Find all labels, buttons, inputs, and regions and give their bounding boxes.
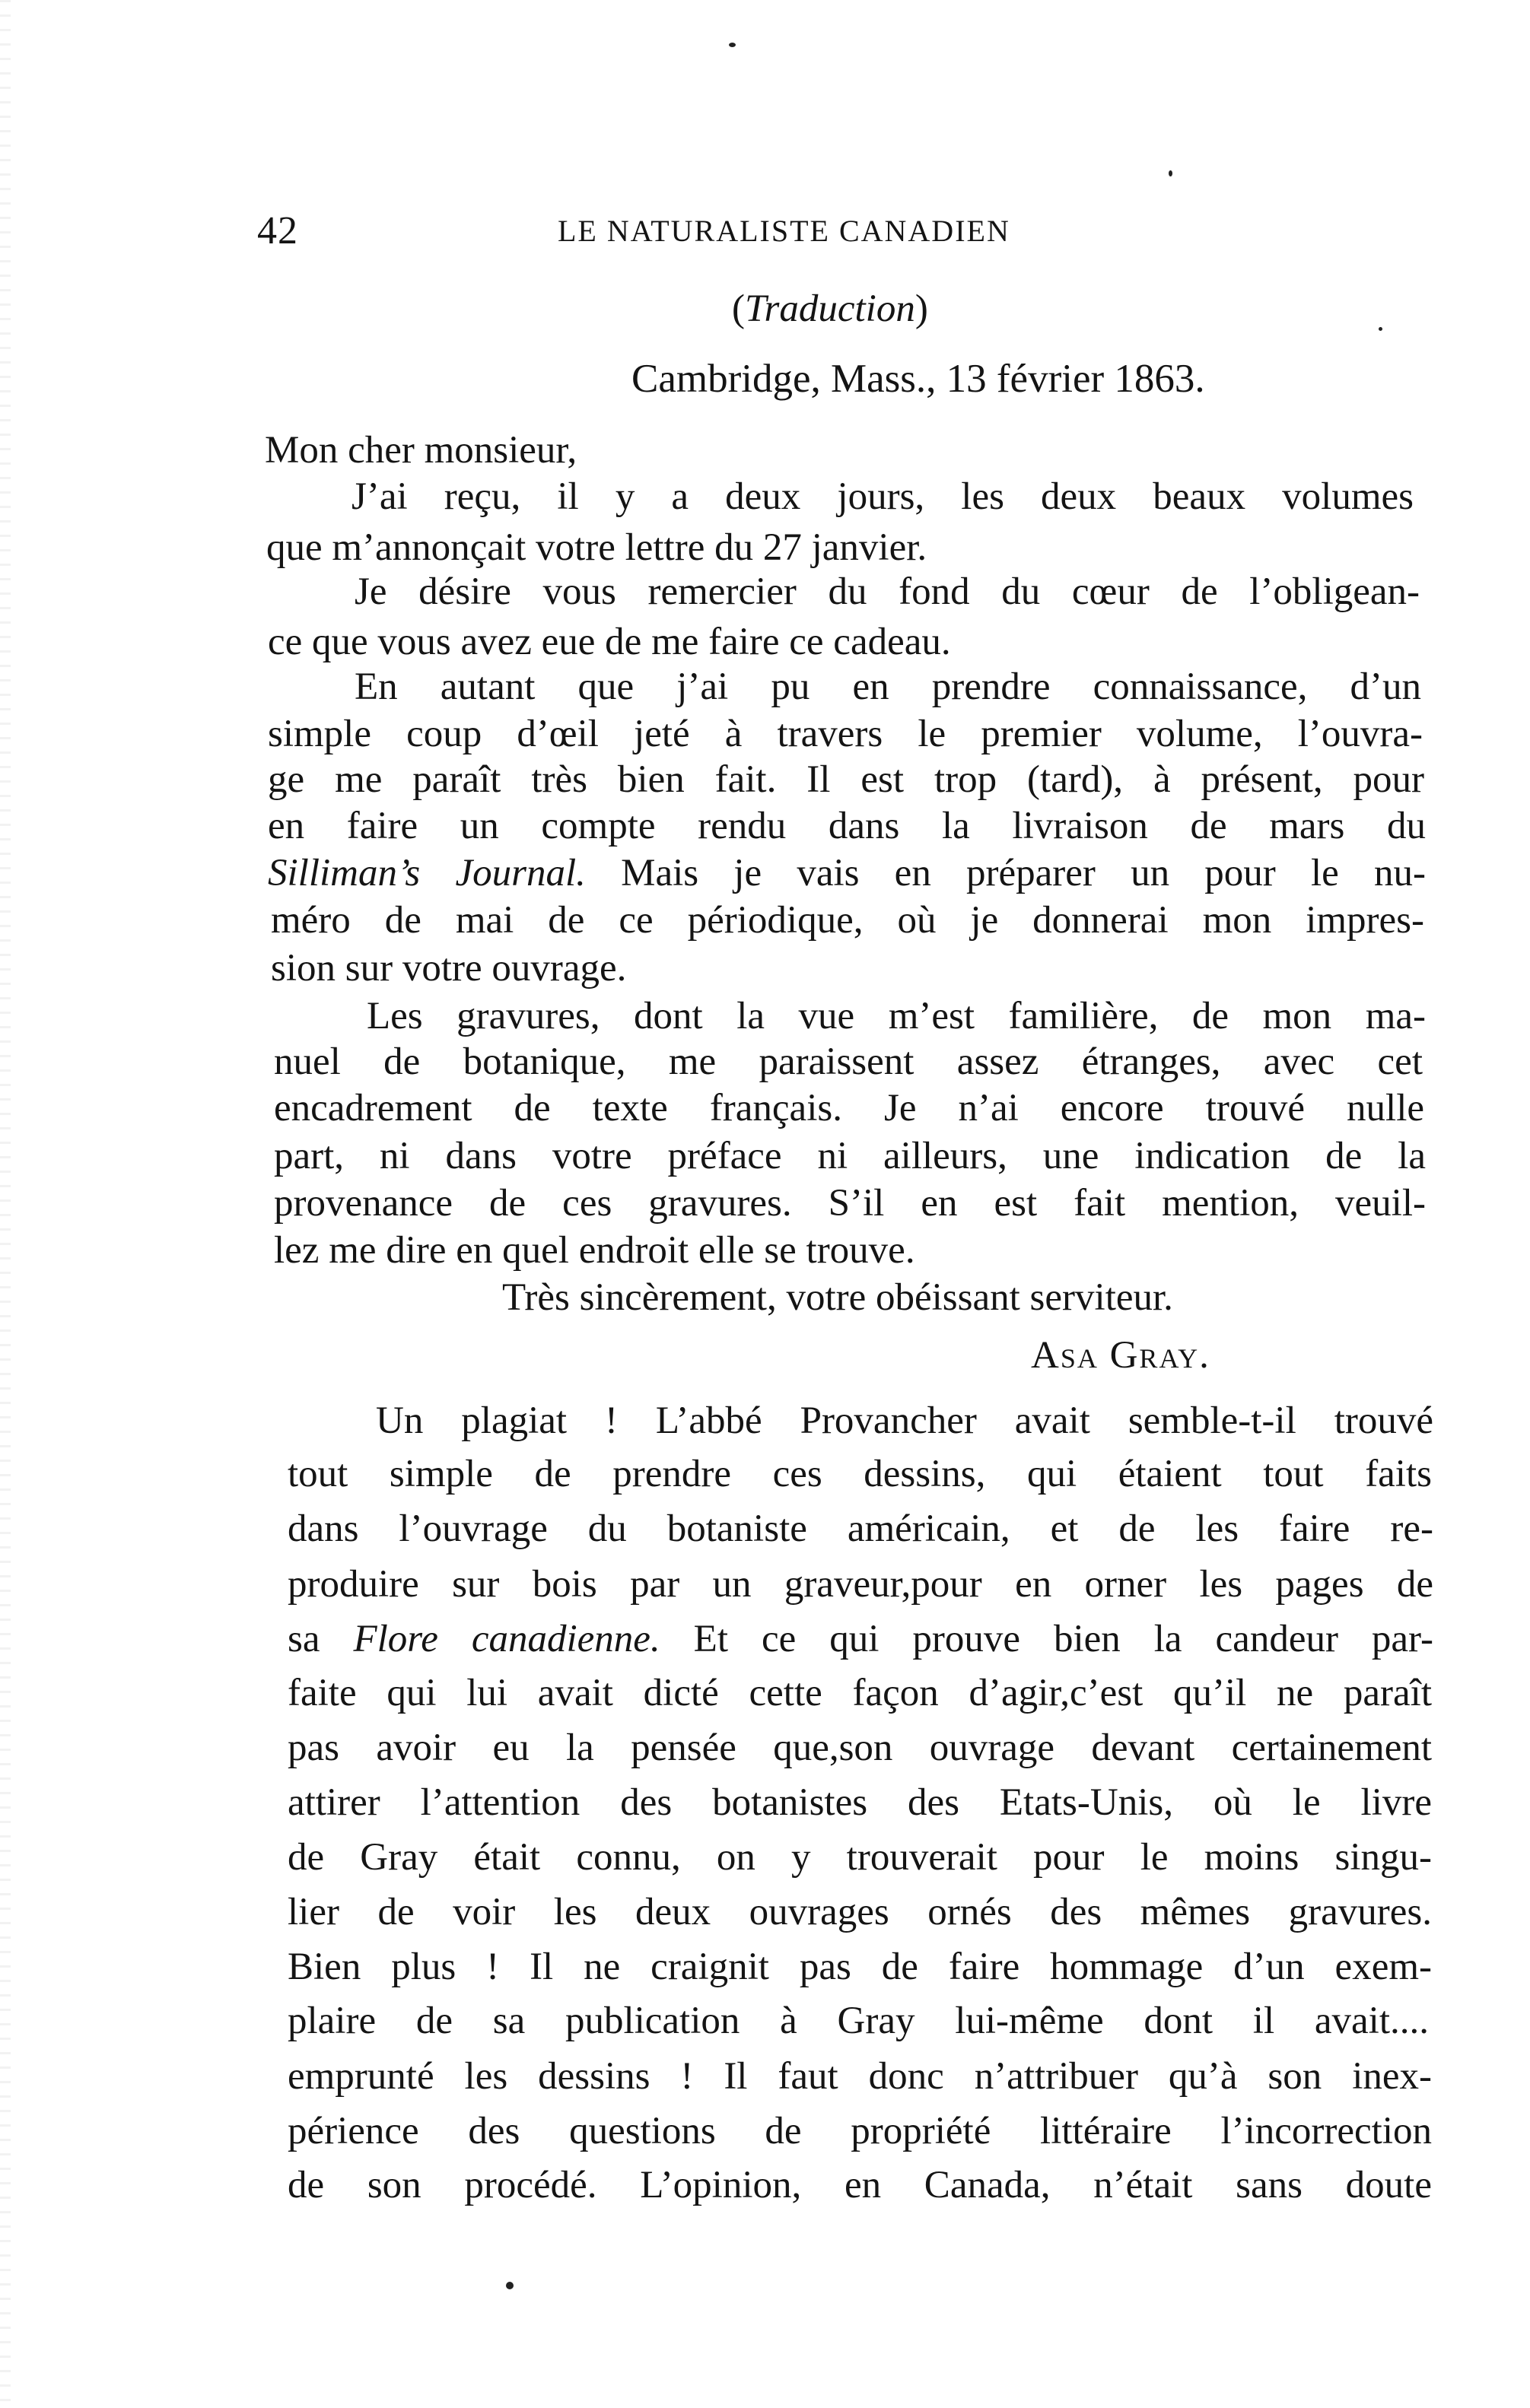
paragraph-line: dans l’ouvrage du botaniste américain, et de les faire re- — [288, 1507, 1433, 1550]
scan-speck — [506, 2282, 514, 2289]
page-header — [257, 208, 1124, 262]
letter-line: méro de mai de ce périodique, où je donnerai mon impres- — [271, 899, 1424, 942]
letter-closing: Très sincèrement, votre obéissant serviteur. — [502, 1276, 1173, 1319]
paragraph-line: de Gray était connu, on y trouverait pour le moins singu- — [288, 1836, 1432, 1879]
flore-title: Flore canadienne. — [353, 1618, 660, 1660]
paragraph-line: lier de voir les deux ouvrages ornés des mêmes gravures. — [288, 1891, 1432, 1933]
letter-line: Je désire vous remercier du fond du cœur de l’obligean- — [355, 570, 1420, 613]
running-title: LE NATURALISTE CANADIEN — [558, 214, 1010, 248]
letter-line: Les gravures, dont la vue m’est familière, de mon ma- — [367, 995, 1426, 1037]
letter-line: nuel de botanique, me paraissent assez étranges, avec cet — [274, 1040, 1423, 1083]
paragraph-line: pas avoir eu la pensée que,son ouvrage devant certainement — [288, 1727, 1432, 1769]
page-number: 42 — [257, 209, 298, 253]
paragraph-line: périence des questions de propriété littéraire l’incorrection — [288, 2110, 1432, 2152]
paragraph-line: de son procédé. L’opinion, en Canada, n’était sans doute — [288, 2164, 1432, 2206]
paragraph-line: tout simple de prendre ces dessins, qui étaient tout faits — [288, 1453, 1432, 1495]
scan-speck — [729, 43, 736, 47]
letter-line: J’ai reçu, il y a deux jours, les deux beaux volumes — [351, 475, 1414, 518]
paragraph-line: faite qui lui avait dicté cette façon d’agir,c’est qu’il ne paraît — [288, 1672, 1432, 1714]
letter-salutation: Mon cher monsieur, — [265, 429, 577, 472]
letter-line: lez me dire en quel endroit elle se trouve. — [274, 1229, 915, 1272]
letter-line: encadrement de texte français. Je n’ai encore trouvé nulle — [274, 1087, 1424, 1129]
letter-line: simple coup d’œil jeté à travers le premier volume, l’ouvra- — [268, 713, 1423, 755]
letter-line: ge me paraît très bien fait. Il est trop (tard), à présent, pour — [268, 758, 1424, 801]
letter-place-date: Cambridge, Mass., 13 février 1863. — [631, 357, 1205, 401]
letter-line: en faire un compte rendu dans la livraison de mars du — [268, 805, 1426, 847]
translation-note: (Traduction) — [732, 287, 928, 330]
letter-line: part, ni dans votre préface ni ailleurs, une indication de la — [274, 1135, 1426, 1177]
paragraph-line: Bien plus ! Il ne craignit pas de faire hommage d’un exem- — [288, 1946, 1432, 1988]
scan-edge-noise — [0, 0, 11, 2408]
letter-line: ce que vous avez eue de me faire ce cadeau. — [268, 621, 951, 663]
paragraph-line: Un plagiat ! L’abbé Provancher avait semble-t-il trouvé — [376, 1399, 1433, 1442]
letter-line: En autant que j’ai pu en prendre connaissance, d’un — [355, 666, 1421, 708]
letter-signature: Asa Gray. — [1031, 1334, 1210, 1377]
paragraph-line: produire sur bois par un graveur,pour en orner les pages de — [288, 1563, 1433, 1606]
letter-line: provenance de ces gravures. S’il en est fait mention, veuil- — [274, 1182, 1426, 1225]
journal-title: Silliman’s Journal. — [268, 852, 586, 894]
letter-line-journal: Silliman’s Journal. Mais je vais en préparer un pour le nu- — [268, 852, 1427, 894]
letter-line: sion sur votre ouvrage. — [271, 947, 627, 990]
letter-line: que m’annonçait votre lettre du 27 janvier. — [266, 526, 927, 569]
paragraph-line: emprunté les dessins ! Il faut donc n’attribuer qu’à son inex- — [288, 2055, 1432, 2098]
scan-speck — [1379, 327, 1382, 331]
scan-speck — [1169, 170, 1172, 176]
paragraph-line: attirer l’attention des botanistes des Etats-Unis, où le livre — [288, 1781, 1432, 1824]
paragraph-line: plaire de sa publication à Gray lui-même dont il avait.... — [288, 2000, 1429, 2042]
paragraph-line-flore: sa Flore canadienne. Et ce qui prouve bien la candeur par- — [288, 1618, 1433, 1660]
